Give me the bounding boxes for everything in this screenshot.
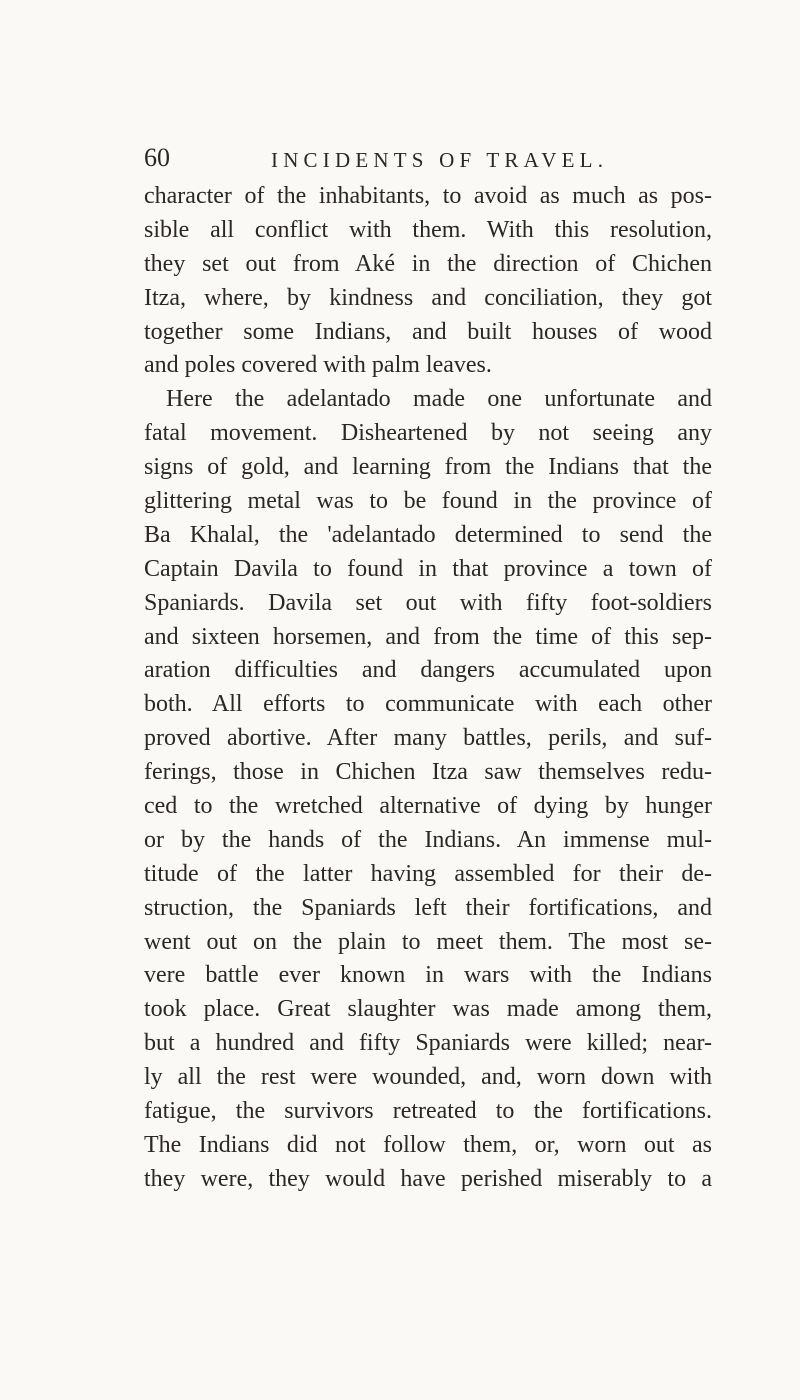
text-line: and poles covered with palm leaves.: [144, 352, 492, 379]
text-line: aration difficulties and dangers accumulated upon: [144, 657, 712, 684]
text-line: signs of gold, and learning from the Indians that the: [144, 454, 712, 481]
text-line: they were, they would have perished miserably to a: [144, 1165, 712, 1192]
text-line: The Indians did not follow them, or, worn out as: [144, 1131, 712, 1158]
text-line: together some Indians, and built houses of wood: [144, 318, 712, 345]
text-line: but a hundred and fifty Spaniards were killed; near-: [144, 1030, 712, 1057]
text-line: character of the inhabitants, to avoid as much as pos-: [144, 183, 712, 209]
body-text: [144, 180, 712, 1197]
page-number: 60: [144, 143, 170, 172]
running-head: INCIDENTS OF TRAVEL.: [271, 148, 609, 172]
text-line: ferings, those in Chichen Itza saw themselves redu-: [144, 759, 712, 786]
text-line: fatal movement. Disheartened by not seeing any: [144, 420, 712, 447]
text-line: Captain Davila to found in that province a town of: [144, 555, 712, 582]
text-line: Spaniards. Davila set out with fifty foot-soldiers: [144, 589, 712, 616]
text-line: struction, the Spaniards left their fortifications, and: [144, 894, 712, 921]
text-line: and sixteen horsemen, and from the time of this sep-: [144, 623, 712, 650]
text-line: vere battle ever known in wars with the Indians: [144, 962, 712, 989]
text-line: they set out from Aké in the direction of Chichen: [144, 250, 712, 277]
text-line: Itza, where, by kindness and conciliation, they got: [144, 284, 712, 311]
text-line: proved abortive. After many battles, perils, and suf-: [144, 725, 712, 752]
text-line: glittering metal was to be found in the province of: [144, 488, 712, 515]
text-line: took place. Great slaughter was made among them,: [144, 996, 712, 1023]
text-line: both. All efforts to communicate with each other: [144, 691, 712, 718]
text-line: sible all conflict with them. With this resolution,: [144, 216, 712, 243]
text-line: ly all the rest were wounded, and, worn down with: [144, 1064, 712, 1091]
text-line: titude of the latter having assembled for their de-: [144, 860, 712, 887]
text-line: fatigue, the survivors retreated to the fortifications.: [144, 1098, 712, 1125]
text-line: Here the adelantado made one unfortunate and: [166, 386, 712, 413]
text-line: or by the hands of the Indians. An immense mul-: [144, 826, 712, 853]
text-line: went out on the plain to meet them. The most se-: [144, 928, 712, 955]
text-line: Ba Khalal, the 'adelantado determined to send the: [144, 521, 712, 548]
text-line: ced to the wretched alternative of dying by hunger: [144, 793, 712, 820]
page-header: [144, 138, 704, 178]
